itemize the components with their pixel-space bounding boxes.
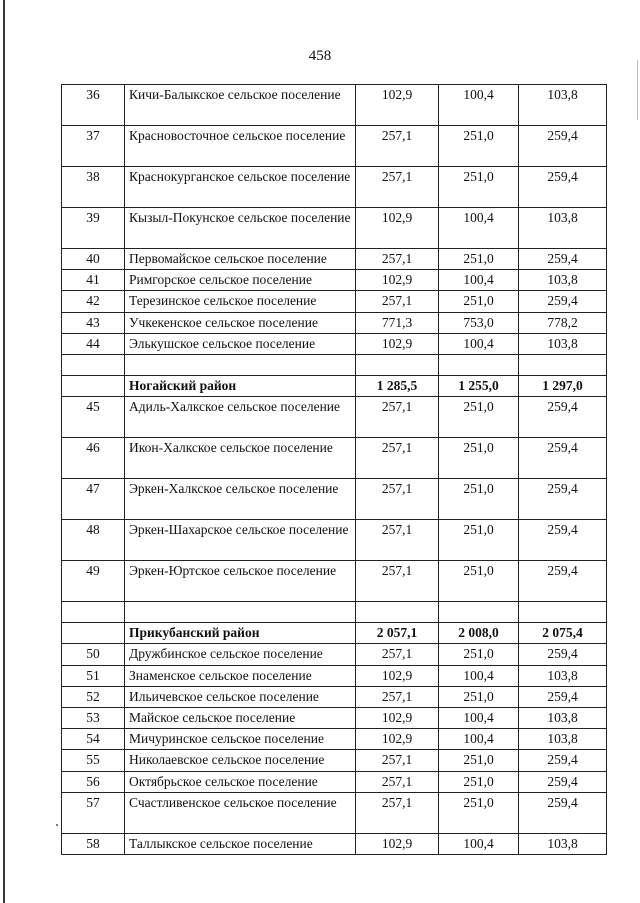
empty-cell xyxy=(356,355,439,376)
settlement-name: Октябрьское сельское поселение xyxy=(125,771,356,792)
row-number: 52 xyxy=(62,686,125,707)
settlement-name: Икон-Халкское сельское поселение xyxy=(125,438,356,479)
table-row xyxy=(62,333,607,354)
value-col-2: 100,4 xyxy=(439,833,519,854)
value-col-2: 251,0 xyxy=(439,479,519,520)
value-col-3: 103,8 xyxy=(519,833,607,854)
value-col-1: 2 057,1 xyxy=(356,623,439,644)
value-col-2: 251,0 xyxy=(439,771,519,792)
table-row xyxy=(62,312,607,333)
row-number: 53 xyxy=(62,708,125,729)
value-col-2: 100,4 xyxy=(439,665,519,686)
table-row xyxy=(62,520,607,561)
value-col-1: 102,9 xyxy=(356,270,439,291)
settlement-name: Кызыл-Покунское сельское поселение xyxy=(125,208,356,249)
settlement-name: Эркен-Шахарское сельское поселение xyxy=(125,520,356,561)
value-col-3: 1 297,0 xyxy=(519,376,607,397)
value-col-1: 257,1 xyxy=(356,397,439,438)
scan-edge-mark xyxy=(637,60,638,120)
value-col-2: 100,4 xyxy=(439,208,519,249)
table-row xyxy=(62,208,607,249)
value-col-1: 102,9 xyxy=(356,333,439,354)
table-row xyxy=(62,85,607,126)
value-col-2: 251,0 xyxy=(439,249,519,270)
value-col-1: 102,9 xyxy=(356,85,439,126)
settlement-name: Краснокурганское сельское поселение xyxy=(125,167,356,208)
value-col-1: 102,9 xyxy=(356,729,439,750)
value-col-3: 778,2 xyxy=(519,312,607,333)
value-col-1: 257,1 xyxy=(356,644,439,665)
value-col-1: 771,3 xyxy=(356,312,439,333)
settlement-name: Дружбинское сельское поселение xyxy=(125,644,356,665)
value-col-3: 2 075,4 xyxy=(519,623,607,644)
value-col-3: 103,8 xyxy=(519,729,607,750)
value-col-2: 251,0 xyxy=(439,397,519,438)
value-col-3: 259,4 xyxy=(519,644,607,665)
table-row xyxy=(62,644,607,665)
district-row xyxy=(62,376,607,397)
row-number: 57 xyxy=(62,792,125,833)
table-row xyxy=(62,686,607,707)
value-col-1: 102,9 xyxy=(356,833,439,854)
spacer-row xyxy=(62,355,607,376)
empty-cell xyxy=(519,602,607,623)
value-col-2: 100,4 xyxy=(439,270,519,291)
row-number: 47 xyxy=(62,479,125,520)
page-number: 458 xyxy=(308,48,332,64)
value-col-1: 257,1 xyxy=(356,771,439,792)
settlement-name: Мичуринское сельское поселение xyxy=(125,729,356,750)
settlement-name: Элькушское сельское поселение xyxy=(125,333,356,354)
value-col-3: 103,8 xyxy=(519,665,607,686)
empty-cell xyxy=(519,355,607,376)
settlement-name: Адиль-Халкское сельское поселение xyxy=(125,397,356,438)
value-col-1: 1 285,5 xyxy=(356,376,439,397)
row-number: 44 xyxy=(62,333,125,354)
value-col-3: 103,8 xyxy=(519,333,607,354)
settlement-name: Красновосточное сельское поселение xyxy=(125,126,356,167)
table-row xyxy=(62,750,607,771)
row-number: 41 xyxy=(62,270,125,291)
value-col-2: 251,0 xyxy=(439,686,519,707)
empty-cell xyxy=(125,355,356,376)
row-number xyxy=(62,376,125,397)
value-col-2: 251,0 xyxy=(439,792,519,833)
settlement-name: Счастливенское сельское поселение xyxy=(125,792,356,833)
table-row xyxy=(62,249,607,270)
table-row xyxy=(62,792,607,833)
value-col-3: 259,4 xyxy=(519,750,607,771)
table-row xyxy=(62,708,607,729)
value-col-2: 100,4 xyxy=(439,729,519,750)
value-col-1: 102,9 xyxy=(356,208,439,249)
empty-cell xyxy=(439,602,519,623)
value-col-3: 259,4 xyxy=(519,438,607,479)
value-col-1: 102,9 xyxy=(356,708,439,729)
table-row xyxy=(62,479,607,520)
value-col-3: 259,4 xyxy=(519,167,607,208)
value-col-2: 251,0 xyxy=(439,561,519,602)
value-col-1: 257,1 xyxy=(356,520,439,561)
value-col-1: 102,9 xyxy=(356,665,439,686)
row-number: 43 xyxy=(62,312,125,333)
settlement-name: Учкекенское сельское поселение xyxy=(125,312,356,333)
district-name: Ногайский район xyxy=(125,376,356,397)
value-col-1: 257,1 xyxy=(356,291,439,312)
row-number: 54 xyxy=(62,729,125,750)
value-col-3: 259,4 xyxy=(519,686,607,707)
row-number: 48 xyxy=(62,520,125,561)
empty-cell xyxy=(62,602,125,623)
allocation-table xyxy=(61,84,607,855)
allocation-table-body xyxy=(62,85,607,855)
value-col-2: 100,4 xyxy=(439,85,519,126)
table-row xyxy=(62,833,607,854)
value-col-3: 103,8 xyxy=(519,85,607,126)
row-number: 49 xyxy=(62,561,125,602)
empty-cell xyxy=(125,602,356,623)
empty-cell xyxy=(439,355,519,376)
row-number: 56 xyxy=(62,771,125,792)
value-col-2: 251,0 xyxy=(439,644,519,665)
table-row xyxy=(62,665,607,686)
spacer-row xyxy=(62,602,607,623)
value-col-2: 251,0 xyxy=(439,126,519,167)
value-col-3: 259,4 xyxy=(519,397,607,438)
row-number: 42 xyxy=(62,291,125,312)
settlement-name: Первомайское сельское поселение xyxy=(125,249,356,270)
value-col-3: 259,4 xyxy=(519,792,607,833)
district-name: Прикубанский район xyxy=(125,623,356,644)
value-col-3: 103,8 xyxy=(519,208,607,249)
settlement-name: Майское сельское поселение xyxy=(125,708,356,729)
empty-cell xyxy=(356,602,439,623)
value-col-1: 257,1 xyxy=(356,167,439,208)
value-col-3: 259,4 xyxy=(519,126,607,167)
empty-cell xyxy=(62,355,125,376)
settlement-name: Римгорское сельское поселение xyxy=(125,270,356,291)
scan-edge-line xyxy=(3,0,5,903)
row-number: 38 xyxy=(62,167,125,208)
value-col-1: 257,1 xyxy=(356,750,439,771)
value-col-3: 259,4 xyxy=(519,561,607,602)
value-col-2: 100,4 xyxy=(439,708,519,729)
value-col-2: 251,0 xyxy=(439,520,519,561)
table-row xyxy=(62,561,607,602)
table-row xyxy=(62,771,607,792)
table-row xyxy=(62,397,607,438)
value-col-2: 251,0 xyxy=(439,750,519,771)
district-row xyxy=(62,623,607,644)
row-number: 58 xyxy=(62,833,125,854)
value-col-3: 259,4 xyxy=(519,520,607,561)
row-number: 37 xyxy=(62,126,125,167)
value-col-3: 103,8 xyxy=(519,270,607,291)
settlement-name: Терезинское сельское поселение xyxy=(125,291,356,312)
table-row xyxy=(62,438,607,479)
value-col-1: 257,1 xyxy=(356,126,439,167)
value-col-2: 251,0 xyxy=(439,438,519,479)
row-number: 51 xyxy=(62,665,125,686)
value-col-3: 259,4 xyxy=(519,291,607,312)
value-col-1: 257,1 xyxy=(356,249,439,270)
settlement-name: Знаменское сельское поселение xyxy=(125,665,356,686)
table-row xyxy=(62,729,607,750)
table-row xyxy=(62,126,607,167)
table-row xyxy=(62,291,607,312)
value-col-1: 257,1 xyxy=(356,792,439,833)
value-col-1: 257,1 xyxy=(356,686,439,707)
table-row xyxy=(62,270,607,291)
value-col-2: 251,0 xyxy=(439,291,519,312)
table-row xyxy=(62,167,607,208)
settlement-name: Кичи-Балыкское сельское поселение xyxy=(125,85,356,126)
value-col-3: 259,4 xyxy=(519,479,607,520)
row-number: 50 xyxy=(62,644,125,665)
value-col-2: 100,4 xyxy=(439,333,519,354)
value-col-3: 259,4 xyxy=(519,249,607,270)
row-number xyxy=(62,623,125,644)
row-number: 39 xyxy=(62,208,125,249)
settlement-name: Эркен-Халкское сельское поселение xyxy=(125,479,356,520)
value-col-1: 257,1 xyxy=(356,561,439,602)
value-col-3: 103,8 xyxy=(519,708,607,729)
value-col-1: 257,1 xyxy=(356,479,439,520)
row-number: 55 xyxy=(62,750,125,771)
row-number: 40 xyxy=(62,249,125,270)
value-col-2: 1 255,0 xyxy=(439,376,519,397)
settlement-name: Ильичевское сельское поселение xyxy=(125,686,356,707)
value-col-3: 259,4 xyxy=(519,771,607,792)
settlement-name: Эркен-Юртское сельское поселение xyxy=(125,561,356,602)
row-number: 46 xyxy=(62,438,125,479)
scan-speck xyxy=(56,824,58,826)
value-col-2: 251,0 xyxy=(439,167,519,208)
row-number: 45 xyxy=(62,397,125,438)
row-number: 36 xyxy=(62,85,125,126)
value-col-2: 753,0 xyxy=(439,312,519,333)
settlement-name: Таллыкское сельское поселение xyxy=(125,833,356,854)
value-col-1: 257,1 xyxy=(356,438,439,479)
settlement-name: Николаевское сельское поселение xyxy=(125,750,356,771)
value-col-2: 2 008,0 xyxy=(439,623,519,644)
